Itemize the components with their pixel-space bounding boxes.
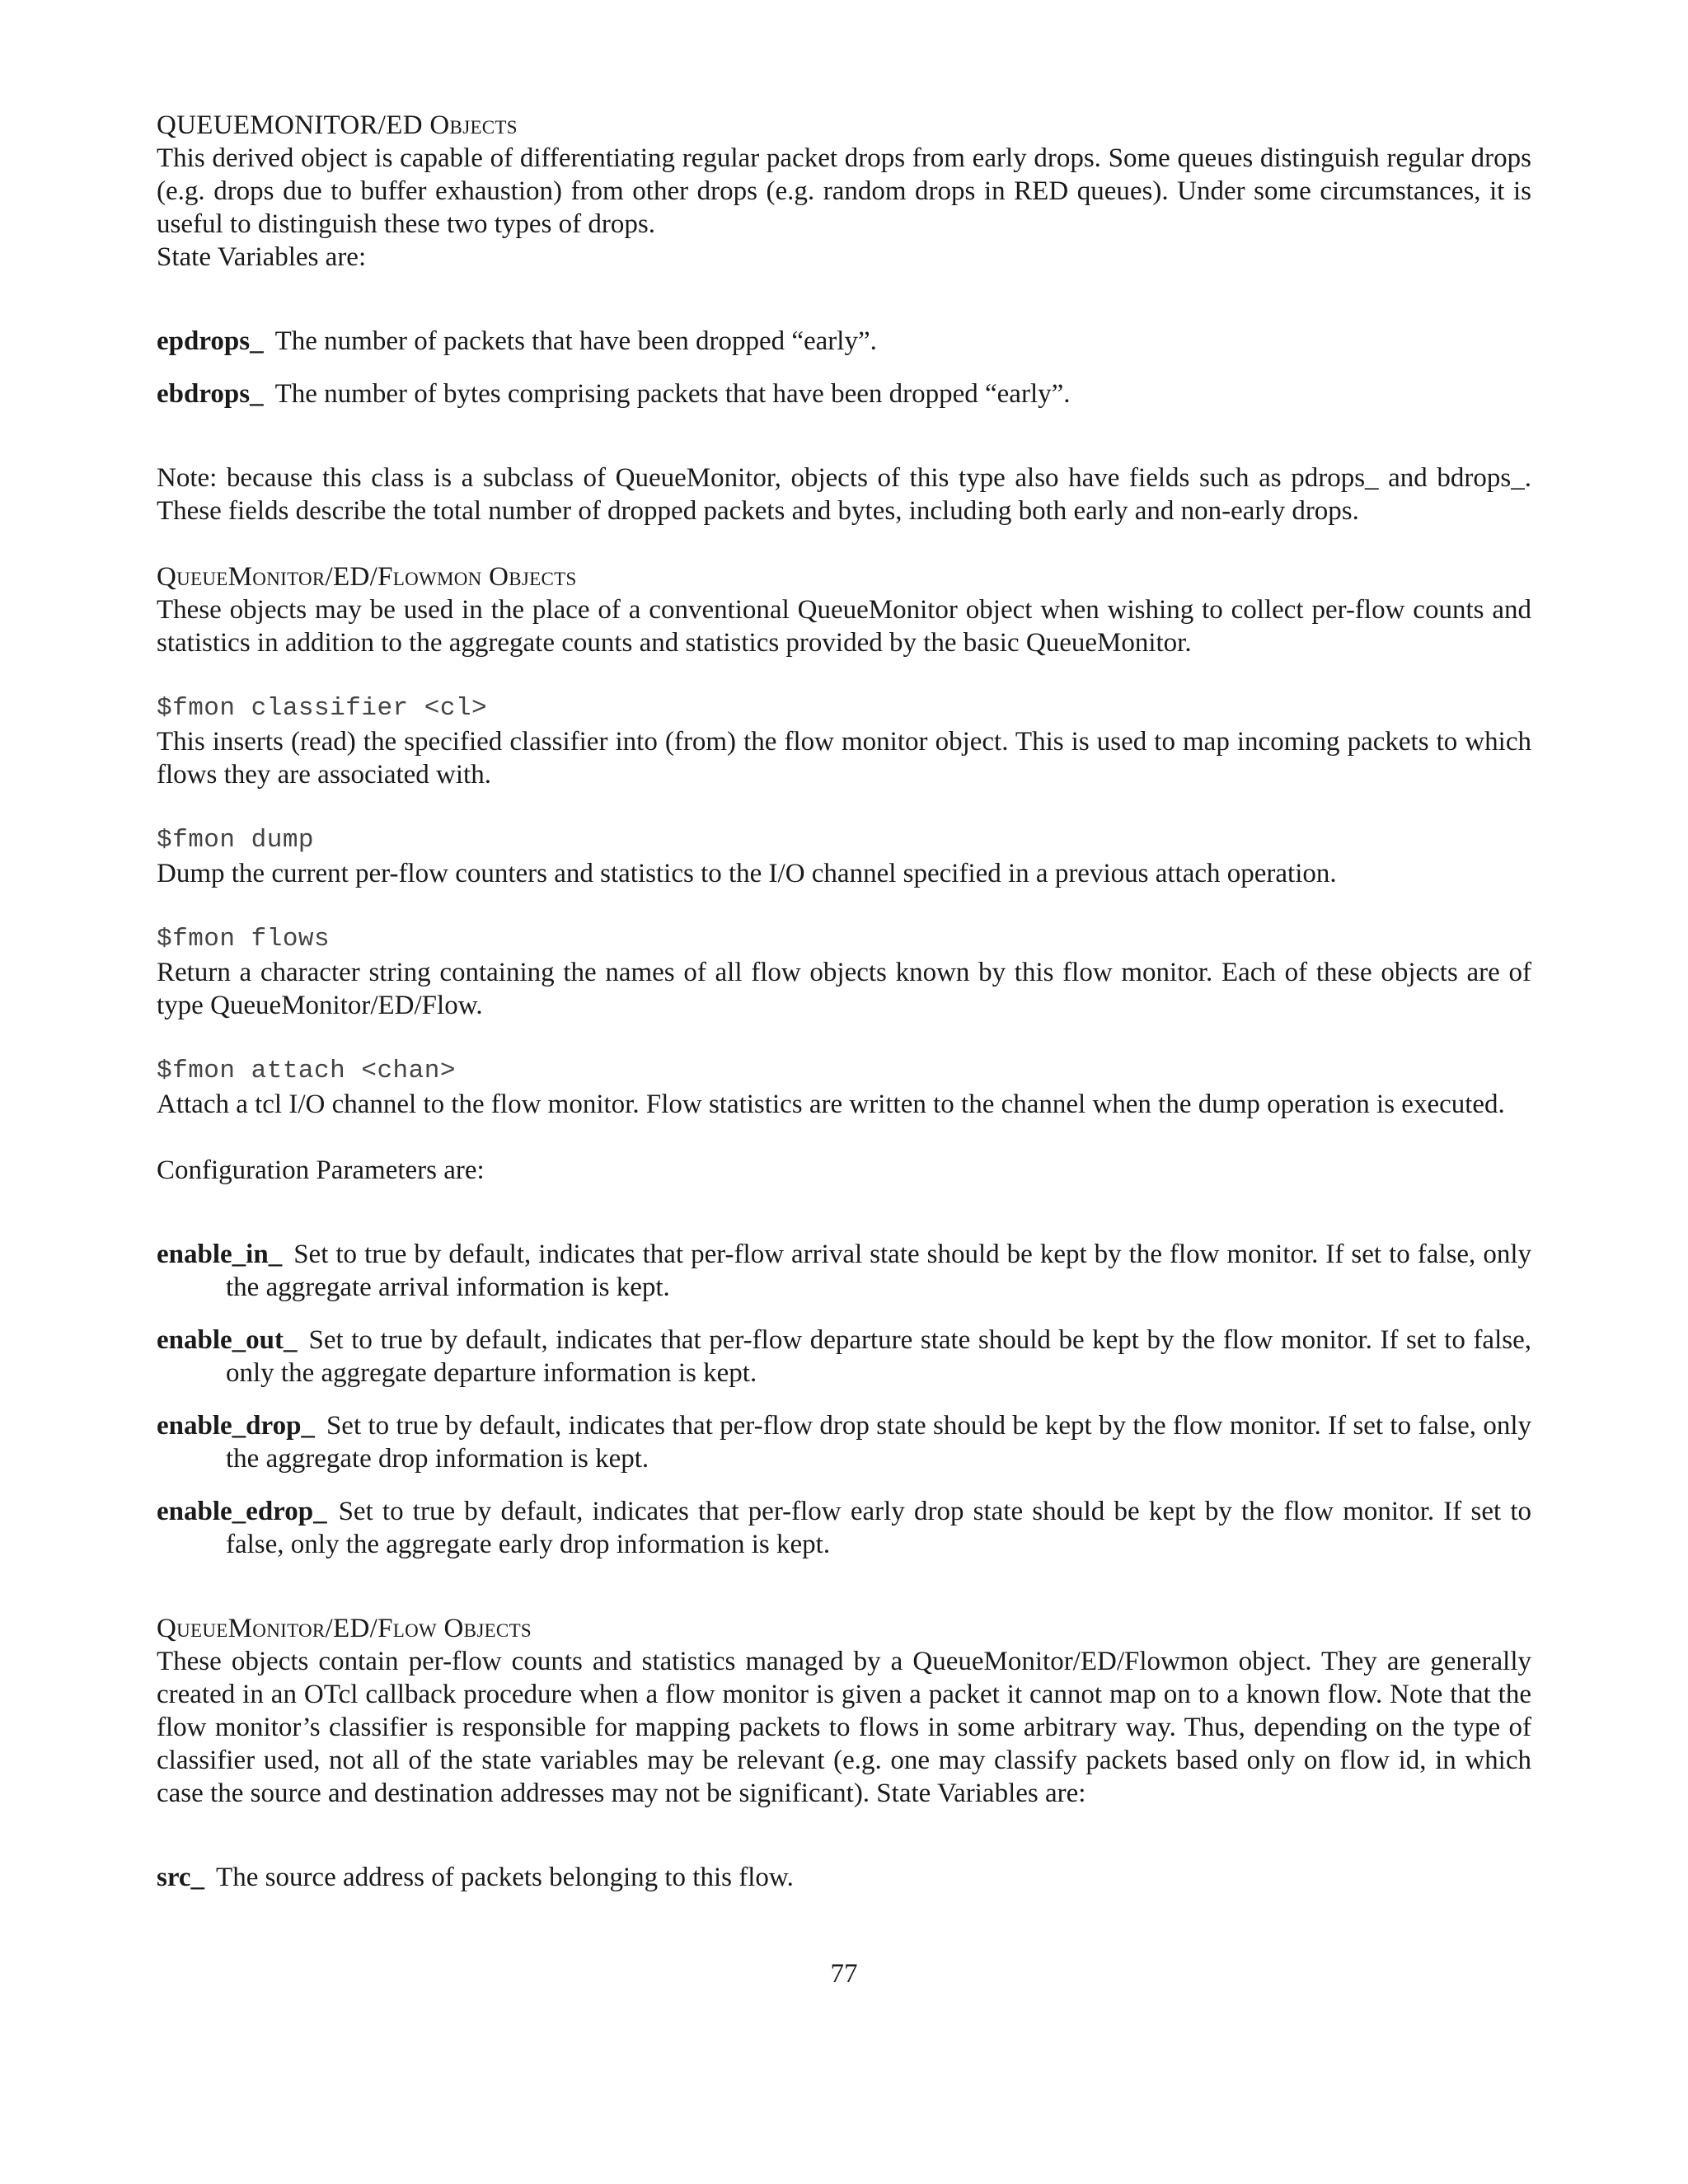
section-paragraph-flowmon: These objects may be used in the place of a conventional QueueMonitor object when wishing to collect per-flow counts and statistics in addition to the aggregate counts and statistics provided by the basic QueueMonitor. xyxy=(157,595,1531,658)
parameter-description: Set to true by default, indicates that per-flow drop state should be kept by the flow monitor. If set to false, only the aggregate drop information is kept. xyxy=(226,1411,1531,1474)
config-parameter-item xyxy=(157,1495,1531,1561)
subclass-note: Note: because this class is a subclass of QueueMonitor, objects of this type also have fields such as pdrops_ and bdrops_. These fields describe the total number of dropped packets and bytes, including both early and non-early drops. xyxy=(157,463,1531,526)
command-description: Return a character string containing the names of all flow objects known by this flow monitor. Each of these objects are of type QueueMonitor/ED/Flow. xyxy=(157,958,1531,1020)
command-syntax: $fmon attach <chan> xyxy=(157,1057,456,1085)
config-parameter-item xyxy=(157,1409,1531,1475)
config-parameter-item xyxy=(157,1238,1531,1304)
parameter-name: enable_edrop_ xyxy=(157,1497,327,1526)
command-description: Attach a tcl I/O channel to the flow monitor. Flow statistics are written to the channel when the dump operation is executed. xyxy=(157,1090,1505,1119)
section-paragraph-flow: These objects contain per-flow counts and statistics managed by a QueueMonitor/ED/Flowmon object. They are generally created in an OTcl callback procedure when a flow monitor is given a packet it cannot map on to a known flow. Note that the flow monitor’s classifier is responsible for mapping packets to flows in some arbitrary way. Thus, depending on the type of classifier used, not all of the state variables may be relevant (e.g. one may classify packets based only on flow id, in which case the source and destination addresses may not be significant). State Variables are: xyxy=(157,1647,1531,1808)
parameter-name: enable_in_ xyxy=(157,1240,283,1269)
variable-name: epdrops_ xyxy=(157,326,264,356)
page-number: 77 xyxy=(830,1959,858,1989)
command-syntax: $fmon classifier <cl> xyxy=(157,694,488,723)
configuration-parameters-intro: Configuration Parameters are: xyxy=(157,1155,485,1185)
command-syntax: $fmon flows xyxy=(157,925,331,954)
state-variable-item xyxy=(157,1861,1531,1894)
section-heading-queuemonitor-ed: QUEUEMONITOR/ED Objects xyxy=(157,110,518,140)
section-heading-flowmon: QueueMonitor/ED/Flowmon Objects xyxy=(157,562,577,592)
variable-description: The number of packets that have been dropped “early”. xyxy=(274,326,877,356)
section-paragraph-queuemonitor-ed: This derived object is capable of differentiating regular packet drops from early drops. Some queues distinguish regular drops (e.g. drops due to buffer exhaustion) from other drops (e.g. random drops in RED queues). Under some circumstances, it is useful to distinguish these two types of drops. xyxy=(157,143,1531,239)
parameter-name: enable_out_ xyxy=(157,1325,298,1355)
config-parameter-item xyxy=(157,1324,1531,1390)
state-variable-item xyxy=(157,377,1531,410)
variable-description: The number of bytes comprising packets that have been dropped “early”. xyxy=(274,379,1071,409)
parameter-name: enable_drop_ xyxy=(157,1411,315,1441)
variable-name: ebdrops_ xyxy=(157,379,264,409)
parameter-description: Set to true by default, indicates that per-flow early drop state should be kept by the flow monitor. If set to false, only the aggregate early drop information is kept. xyxy=(226,1497,1531,1559)
variable-description: The source address of packets belonging to this flow. xyxy=(216,1863,794,1892)
command-syntax: $fmon dump xyxy=(157,826,315,855)
state-variable-item xyxy=(157,325,1531,358)
state-variables-intro: State Variables are: xyxy=(157,242,367,272)
command-description: Dump the current per-flow counters and statistics to the I/O channel specified in a previous attach operation. xyxy=(157,859,1337,888)
variable-name: src_ xyxy=(157,1863,205,1892)
page-content xyxy=(157,109,1531,1894)
section-heading-flow: QueueMonitor/ED/Flow Objects xyxy=(157,1614,532,1643)
parameter-description: Set to true by default, indicates that per-flow arrival state should be kept by the flow monitor. If set to false, only the aggregate arrival information is kept. xyxy=(226,1240,1531,1302)
parameter-description: Set to true by default, indicates that per-flow departure state should be kept by the flow monitor. If set to false, only the aggregate departure information is kept. xyxy=(226,1325,1531,1388)
command-description: This inserts (read) the specified classifier into (from) the flow monitor object. This is used to map incoming packets to which flows they are associated with. xyxy=(157,727,1531,790)
